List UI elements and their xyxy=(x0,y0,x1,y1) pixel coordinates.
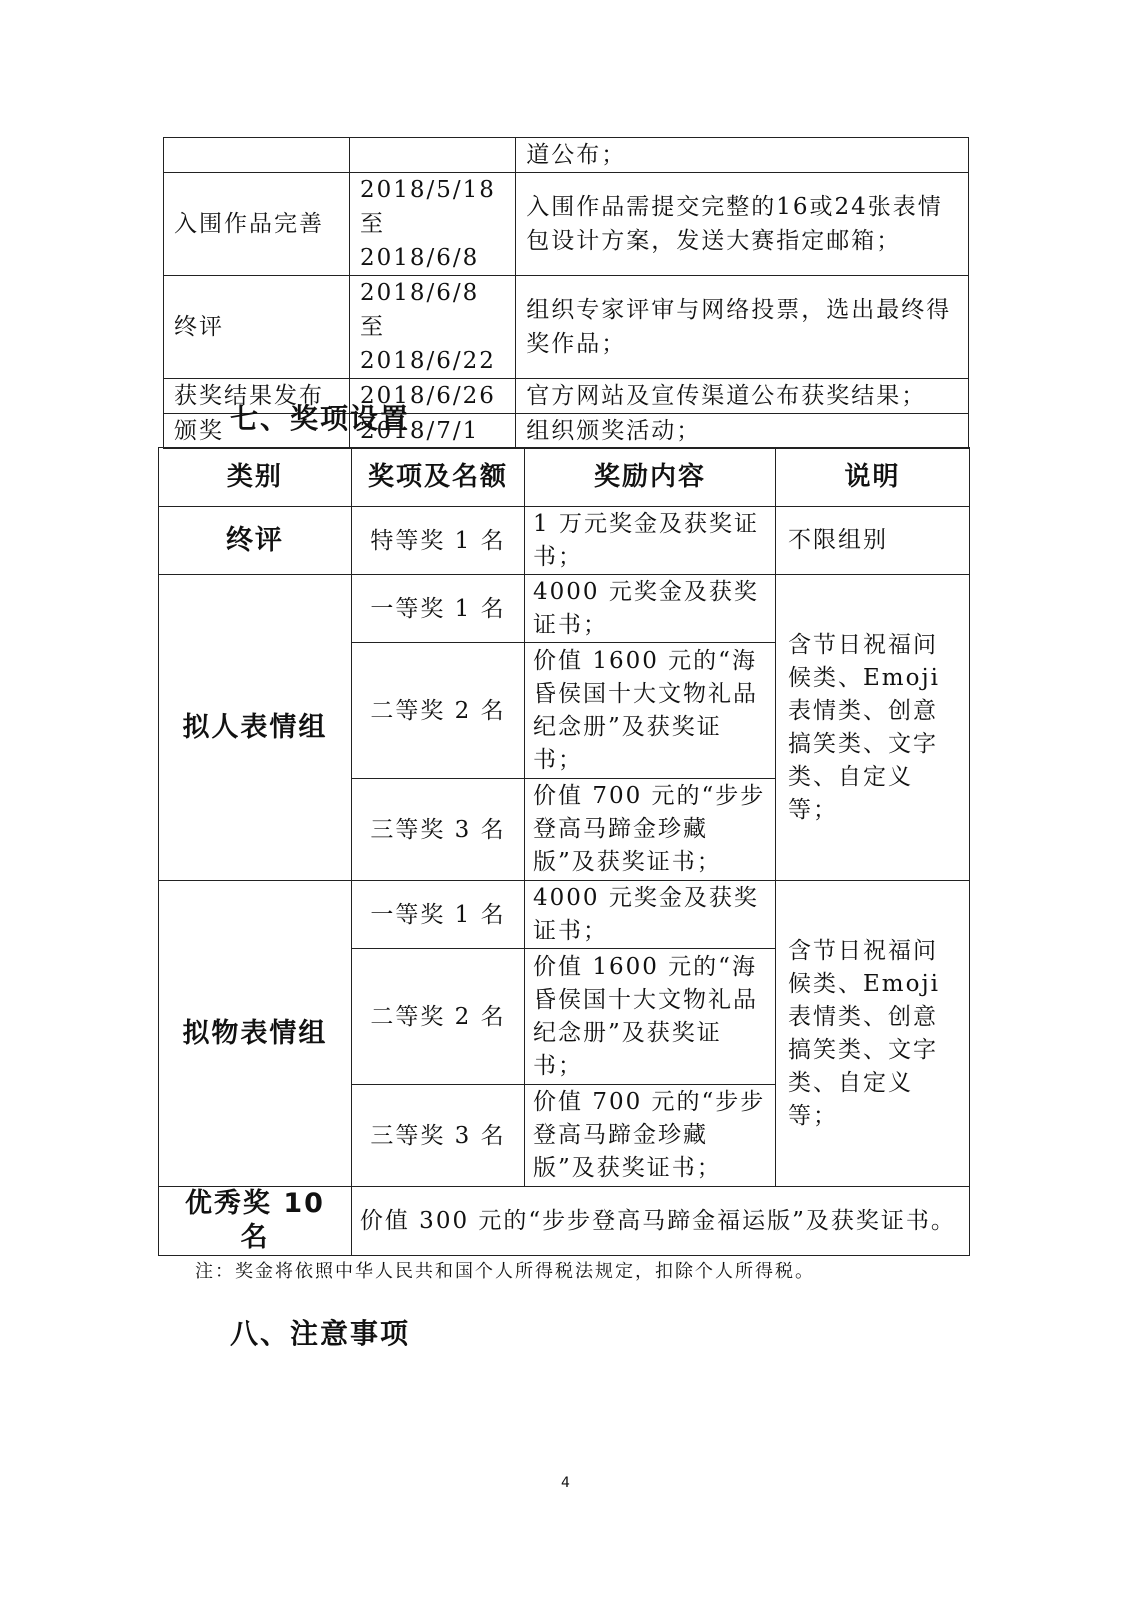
awards-table xyxy=(158,447,970,1256)
prize-cell: 一等奖 1 名 xyxy=(351,881,524,949)
stage-cell xyxy=(164,138,350,173)
footnote: 注：奖金将依照中华人民共和国个人所得税法规定，扣除个人所得税。 xyxy=(195,1261,815,1282)
content-cell: 4000 元奖金及获奖证书； xyxy=(525,881,776,949)
section-heading-awards: 七、奖项设置 xyxy=(230,402,411,435)
content-cell: 价值 1600 元的“海昏侯国十大文物礼品纪念册”及获奖证书； xyxy=(525,949,776,1085)
table-row xyxy=(164,138,969,173)
content-cell: 价值 1600 元的“海昏侯国十大文物礼品纪念册”及获奖证书； xyxy=(525,643,776,779)
header-category: 类别 xyxy=(159,448,352,507)
description-cell: 入围作品需提交完整的16或24张表情包设计方案，发送大赛指定邮箱； xyxy=(516,173,969,276)
page-number: 4 xyxy=(561,1475,570,1491)
content-cell: 价值 700 元的“步步登高马蹄金珍藏版”及获奖证书； xyxy=(525,1085,776,1187)
stage-cell: 获奖结果发布 xyxy=(164,379,350,414)
prize-cell: 三等奖 3 名 xyxy=(351,1085,524,1187)
content-cell: 价值 300 元的“步步登高马蹄金福运版”及获奖证书。 xyxy=(351,1187,969,1256)
note-cell: 不限组别 xyxy=(776,507,970,575)
prize-cell: 三等奖 3 名 xyxy=(351,779,524,881)
description-cell: 道公布； xyxy=(516,138,969,173)
content-cell: 1 万元奖金及获奖证书； xyxy=(525,507,776,575)
table-row xyxy=(164,276,969,379)
date-cell: 2018/5/18 至 2018/6/8 xyxy=(349,173,515,276)
date-cell: 2018/6/26 xyxy=(349,379,515,414)
date-cell xyxy=(349,138,515,173)
table-header-row xyxy=(159,448,970,507)
description-cell: 组织专家评审与网络投票，选出最终得奖作品； xyxy=(516,276,969,379)
category-cell: 拟物表情组 xyxy=(159,881,352,1187)
section-heading-notes: 八、注意事项 xyxy=(230,1317,411,1350)
note-cell: 含节日祝福问候类、Emoji表情类、创意搞笑类、文字类、自定义等； xyxy=(776,881,970,1187)
prize-cell: 二等奖 2 名 xyxy=(351,949,524,1085)
table-row xyxy=(159,507,970,575)
stage-cell: 入围作品完善 xyxy=(164,173,350,276)
table-row xyxy=(159,575,970,643)
note-cell: 含节日祝福问候类、Emoji表情类、创意搞笑类、文字类、自定义等； xyxy=(776,575,970,881)
description-cell: 组织颁奖活动； xyxy=(516,414,969,449)
table-row xyxy=(159,1187,970,1256)
table-row xyxy=(164,173,969,276)
stage-cell: 终评 xyxy=(164,276,350,379)
header-prize: 奖项及名额 xyxy=(351,448,524,507)
prize-cell: 特等奖 1 名 xyxy=(351,507,524,575)
prize-cell: 一等奖 1 名 xyxy=(351,575,524,643)
prize-cell: 二等奖 2 名 xyxy=(351,643,524,779)
table-row xyxy=(159,881,970,949)
description-cell: 官方网站及宣传渠道公布获奖结果； xyxy=(516,379,969,414)
category-cell: 拟人表情组 xyxy=(159,575,352,881)
category-cell: 终评 xyxy=(159,507,352,575)
header-note: 说明 xyxy=(776,448,970,507)
date-cell: 2018/7/1 xyxy=(349,414,515,449)
content-cell: 4000 元奖金及获奖证书； xyxy=(525,575,776,643)
category-cell: 优秀奖 10 名 xyxy=(159,1187,352,1256)
stage-cell: 颁奖 xyxy=(164,414,350,449)
date-cell: 2018/6/8 至 2018/6/22 xyxy=(349,276,515,379)
content-cell: 价值 700 元的“步步登高马蹄金珍藏版”及获奖证书； xyxy=(525,779,776,881)
header-content: 奖励内容 xyxy=(525,448,776,507)
